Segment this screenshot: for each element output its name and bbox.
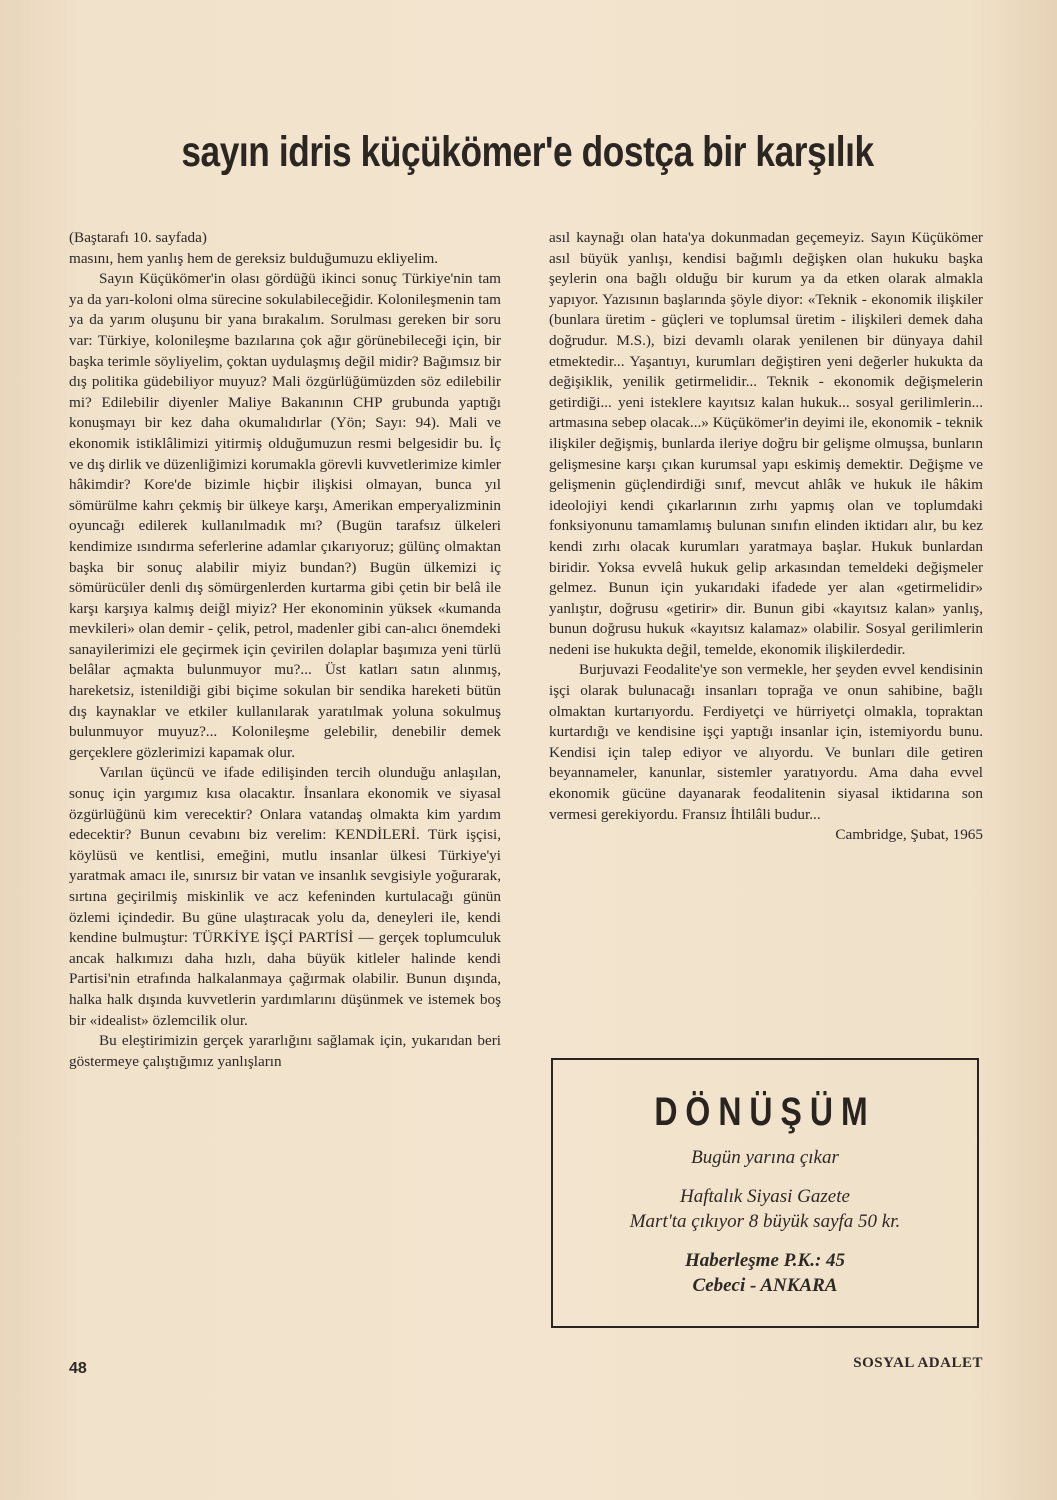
ad-address <box>553 1248 977 1298</box>
left-paragraph: masını, hem yanlış hem de gereksiz bulduğumuzu ekliyelim. <box>69 249 439 267</box>
right-paragraph: Burjuvazi Feodalite'ye son vermekle, her şeyden evvel kendisinin işçi olarak bulunacağı insanları toprağa ve onun sahibine, bağlı olmaktan kurtarıyordu. Ferdiyetçi ve hürriyetçi olmakla, topraktan kurtardığı ve kendisine işçi yaptığı insanlar için, istemiyordu bunu. Kendisi için talep ediyor ve alıyordu. Ve bunları dile getiren beyannameler, kanunlar, sistemler yaratıyordu. Ama daha evvel ekonomik gücüne dayanarak feodalitenin siyasal iktidarına son vermesi gerekiyordu. Fransız İhtilâli budur... <box>549 661 983 823</box>
ad-line-2: Mart'ta çıkıyor 8 büyük sayfa 50 kr. <box>629 1211 901 1232</box>
left-paragraph: Bu eleştirimizin gerçek yararlığını sağlamak için, yukarıdan beri göstermeye çalıştığımız yanlışların <box>69 1032 501 1070</box>
donusum-advertisement <box>551 1058 979 1328</box>
ad-line-1: Haftalık Siyasi Gazete <box>680 1186 850 1207</box>
right-column <box>549 228 983 846</box>
ad-newspaper-name: DÖNÜŞÜM <box>654 1090 876 1134</box>
article-title: sayın idris küçükömer'e dostça bir karşılık <box>181 128 874 176</box>
right-paragraph: asıl kaynağı olan hata'ya dokunmadan geçemeyiz. Sayın Küçükömer asıl büyük yanlışı, kendisi bağımlı değişken olan hukuku başka şeylerin ona bağlı olduğu bir kurum ya da etken olarak almakla yapıyor. Yazısının başlarında şöyle diyor: «Teknik - ekonomik ilişkiler (bunlara üretim - güçleri ve toplumsal üretim - ilişkileri demek daha doğrudur. M.S.), bizi devamlı olarak yenilenen bir dünyaya dahil etmektedir... Yaşantıyı, kurumları değiştiren yeni değerler hukukta da değişiklik, yenilik getirmelidir... Teknik - ekonomik değişmelerin getirdiği... yeni isteklere kayıtsız kalan hukuk... sosyal gerilimlerin... artmasına sebep olacak...» Küçükömer'in deyimi ile, ekonomik - teknik ilişkiler değişmiş, bunlarda ileriye doğru bir gelişme olmuşsa, bunların gelişmesine karşı çıkan kurumsal yapı eskimiş demektir. Değişme ve gelişmenin güçlendirdiği sınıf, mevcut ahlâk ve hukuk ile hâkim ideolojiyi kendi çıkarlarının zırhı yapmış olan ve toplumdaki fonksiyonunu tamamlamış bulunan sınıfın elinden iktidarı alır, bu kez kendi zırhı olacak kurumları yaratmaya başlar. Hukuk bunlardan biridir. Yoksa evvelâ hukuk gelip arkasından temeldeki değişmeler gelmez. Bunun için yukarıdaki ifadede yer alan «getirmelidir» yanlıştır, doğrusu «getirir» dir. Bunun gibi «kayıtsız kalan» yanlış, bunun doğrusu hukuk «kayıtsız kalamaz» olabilir. Sosyal gerilimlerin nedeni ise hukukta değil, temelde, ekonomik ilişkilerdedir. <box>549 229 983 658</box>
ad-tagline: Bugün yarına çıkar <box>691 1147 839 1168</box>
left-column <box>69 228 501 1072</box>
left-paragraph: (Baştarafı 10. sayfada) <box>69 229 207 246</box>
left-paragraph: Varılan üçüncü ve ifade edilişinden tercih olunduğu anlaşılan, sonuç için yargımız kısa olacaktır. İnsanlara ekonomik ve siyasal özgürlüğünü kim verecektir? Onlara vatandaş olmakta kim yardım edecektir? Bunun cevabını biz verelim: KENDİLERİ. Türk işçisi, köylüsü ve kentlisi, emeğini, mutlu insanlar ülkesi Türkiye'yi yaratmak amacı ile, sınırsız bir vatan ve insanlık sevgisiyle yoğurarak, sırtına geçirilmiş miskinlik ve acz kefeninden kurtulacağı günün özlemi içindedir. Bu güne ulaştıracak yolu da, deneyleri ile, kendi kendine bulmuştur: TÜRKİYE İŞÇİ PARTİSİ — gerçek toplumculuk ancak halkımızı daha hızlı, daha büyük kitleler halinde kendi Partisi'nin etrafında halkalanmaya çağırmak olabilir. Bunun dışında, halka halk dışında kuvvetlerin yardımlarını düşünmek ve istemek boş bir «idealist» özlemcilik olur. <box>69 764 501 1029</box>
left-paragraph: Sayın Küçükömer'in olası gördüğü ikinci sonuç Türkiye'nin tam ya da yarı-koloni olma sürecine sokulabileceğidir. Kolonileşmenin tam ya da yarım oluşunu bir yana bırakalım. Sorulması gereken bir soru var: Türkiye, kolonileşme bazılarına çok ağır görünebileceği için, bir başka terimle söyliyelim, çoktan uydulaşmış değil midir? Bağımsız bir dış politika güdebiliyor muyuz? Mali özgürlüğümüzden söz edilebilir mi? Edilebilir diyenler Maliye Bakanının CHP grubunda yaptığı konuşmayı bir kez daha okumalıdırlar (Yön; Sayı: 94). Mali ve ekonomik istiklâlimizi yitirmiş olduğumuzun resmi belgesidir bu. İç ve dış dirlik ve düzenliğimizi korumakla görevli kuvvetlerimize kimler hâkimdir? Kore'de bizimle hiçbir ilişkisi olmayan, bunca yıl sömürülme kahrı çekmiş bir ülkeye karşı, Amerikan emperyalizminin oyuncağı edilerek kullanılmadık mı? (Bugün tarafsız ülkeleri kendimize ısındırma seferlerine adamlar çıkarıyoruz; gülünç olmaktan başka bir sonuç alabilir miyiz bundan?) Bugün ülkemizi iç sömürücüler denli dış sömürgenlerden kurtarma gibi çetin bir belâ ile karşı karşıya kalmış deiğl miyiz? Her ekonominin yüksek «kumanda mevkileri» olan demir - çelik, petrol, madenler gibi can-alıcı önemdeki sanayilerimizi ele geçirmek için çevirilen dolaplar başımıza yeni türlü belâlar açmakta bulunmuyor mu?... Üst katları satın alınmış, hareketsiz, istenildiği gibi biçime sokulan bir sendika hareketi bütün dış kaynaklar ve etkiler kullanılarak yaratılmak yoluna sokulmuş bulunmuyor muyuz?... Kolonileşme gelebilir, denebilir demek gerçeklere gözlerimizi kapamak olur. <box>69 270 501 761</box>
ad-details <box>553 1184 977 1234</box>
ad-line-4: Cebeci - ANKARA <box>692 1275 838 1296</box>
magazine-name: SOSYAL ADALET <box>853 1355 983 1371</box>
article-signoff: Cambridge, Şubat, 1965 <box>835 826 983 844</box>
page-number: 48 <box>69 1360 87 1377</box>
right-column-paragraphs <box>549 228 983 825</box>
ad-line-3: Haberleşme P.K.: 45 <box>684 1250 846 1271</box>
